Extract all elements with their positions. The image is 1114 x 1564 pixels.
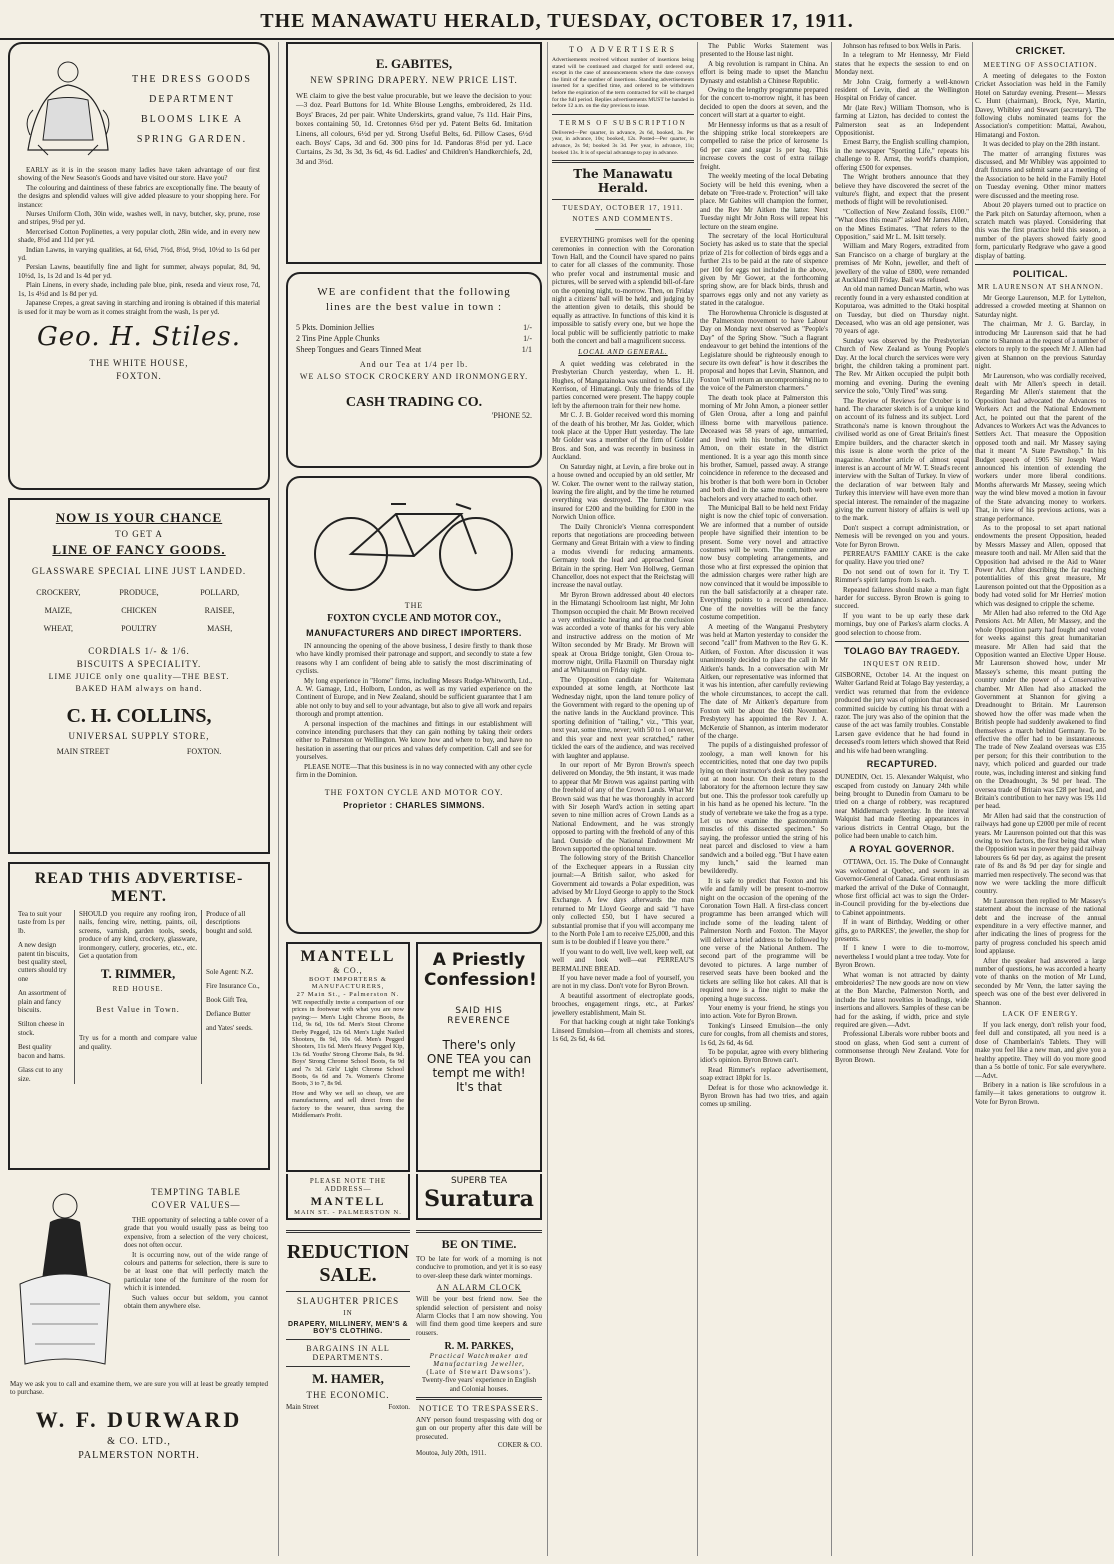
cricket-heading: CRICKET. (1015, 46, 1066, 57)
rimmer-advert (8, 862, 270, 1170)
stiles-heading-line: BLOOMS LIKE A (140, 114, 244, 125)
durward-paragraph: THE opportunity of selecting a table cover of a grade that you would usually pass as being too expensive, from a selection of the very choicest, does not often occur. (124, 1216, 268, 1250)
cash-intro-2: lines are the best value in town : (325, 301, 503, 313)
cycle-paragraph: My long experience in "Home" firms, including Messrs Rudge-Whitworth, Ltd., A. W. Gamage, Ltd., Holborn, London, as well as my varied experience on the Continent of Europe, and in New Zealand, should be sufficient guarantee that I am able not only to buy and sell to your advantage, but also to give all work and repairs thorough and prompt attention. (296, 676, 532, 719)
divider (286, 1291, 410, 1292)
stiles-paragraph: Nurses Uniform Cloth, 30in wide, washes well, in navy, butcher, sky, prune, rose and stripes, 9½d per yd. (18, 210, 260, 227)
parkes-clock: AN ALARM CLOCK (436, 1283, 522, 1293)
local-heading: LOCAL AND GENERAL. (578, 348, 668, 357)
parkes-sub: Manufacturing Jeweller, (433, 1360, 525, 1369)
article-paragraph: Owing to the lengthy programme prepared for the concert to-morrow night, it has been decided to open the doors at seven, and the concert will start at a quarter to eight. (700, 86, 828, 120)
suratura-line: It's that (456, 1080, 502, 1094)
mantell-name: MANTELL (300, 948, 396, 965)
col4-body (700, 42, 828, 1109)
durward-advert (8, 1178, 270, 1524)
article-paragraph: Mr John Craig, formerly a well-known resident of Levin, died at the Wellington Hospital on Friday of cancer. (835, 77, 969, 103)
mantell-note: PLEASE NOTE THE ADDRESS— (309, 1177, 387, 1193)
article-paragraph: Johnson has refused to box Wells in Paris. (843, 42, 961, 50)
article-paragraph: It was decided to play on the 28th instant. (983, 140, 1100, 149)
article-paragraph: In a telegram to Mr Hennessy, Mr Field states that he expects the session to end on Monday next. (835, 51, 969, 77)
collins-glassware: GLASSWARE SPECIAL LINE JUST LANDED. (31, 566, 247, 576)
column-rule (697, 42, 698, 1556)
article-paragraph: Mr Allen had also referred to the Old Age Pensions Act. Mr Allen, Mr Massey, and the whole Opposition party had fought and voted for weeks against this great humanitarian measure. Mr Allen had said that the Opposition wanted an Elective Upper House. Mr Laurenson showed how, under Mr Massey's scheme, this meant putting the country under the power of a Conservative chamber. Mr Allen had also attacked the Government at Shannon for giving a Dreadnought to Britain. Mr Laurenson showed how the offer was made when the British people had suddenly awakened to find themselves a march behind Germany. To be effective the offer had to be instantaneous. The trade of New Zealand overseas was £35 per person; for this their contribution to the navy, which policed and guarded our trade route, was, including interest and sinking fund on the Dreadnought, 3s 9d per head. The oversea trade of Britain was £28 per head, and Britain's contribution to her navy was 19s 11d per head. (975, 608, 1106, 811)
article-paragraph: Professional Liberals wore rubber boots and stood on glass, when God sent a current of commonsense through New Zealand. Vote for Byron Brown. (835, 1030, 969, 1064)
cycle-footer: THE FOXTON CYCLE AND MOTOR COY. (324, 787, 504, 797)
tolago-body: GISBORNE, October 14. At the inquest on Walter Garland Reid at Tolago Bay yesterday, a verdict was returned that from the evidence produced the jury was of opinion that deceased committed suicide by cutting his throat with a razor. The jury was also of the opinion that the cause of the act was family troubles. Constable Larsen gave evidence that he had found in deceased's room letters which showed that Reid and his wife had been wrangling. (835, 671, 969, 755)
parkes-sub: (Late of Stewart Dawsons'). (426, 1368, 532, 1377)
column-rule (831, 42, 832, 1556)
article-paragraph: If you want to be up early these dark mornings, buy one of Parkes's alarm clocks. A good selection to choose from. (835, 611, 969, 637)
rimmer-middle-text: SHOULD you require any roofing iron, nails, fencing wire, netting, paints, oil, screens, varnish, garden tools, seeds, produce of any kind, crockery, glassware, ironmongery, cutlery, groceries, etc., etc. Get a quotation from (79, 910, 197, 961)
column-2 (286, 42, 542, 1556)
article-paragraph: The matter of arranging fixtures was discussed, and Mr Whibley was appointed to draft fixtures and submit same at a meeting of the Association to be held in the Family Hotel on Tuesday evening. Other minor matters were discussed and the meeting rose. (975, 149, 1106, 200)
divider (835, 641, 969, 642)
article-paragraph: On Saturday night, at Levin, a fire broke out in a house owned and occupied by an old settler, Mr W. Coker. The owner went to the railway station, leaving the fire alight, and by the time he returned everything was destroyed. The furniture was insured for £200 and the building for £300 in the Norwich Union office. (552, 462, 694, 522)
article-paragraph: Mr Laurenson, who was cordially received, dealt with Mr Allen's speech in detail. Regarding Mr Allen's statement that the Opposition had advocated the Advances to Workers Act and the National Endowment Act, he pointed out that the parent of the Advances to Workers Act was the Advances to Settlers Act. That measure the Opposition opposed tooth and nail. Mr Massey saying that it meant "A State Pawnshop." In his Budget speech of 1905 Sir Joseph Ward announced his intention of extending the workers under more liberal conditions. Months afterwards Mr Massey, seeing which way the wind blew moved a motion in favour of the State advancing money to workers. That, in view of his previous actions, was a strange performance. (975, 371, 1106, 523)
stiles-heading-line: SPRING GARDEN. (136, 134, 248, 145)
column-5 (835, 42, 969, 1556)
rimmer-house: RED HOUSE. (112, 985, 164, 994)
suratura-line: ONE TEA you can (426, 1052, 532, 1066)
notice-body: ANY person found trespassing with dog or gun on our property after this date will be prosecuted. (416, 1416, 542, 1441)
mantell-body: WE respectfully invite a comparison of our prices in footwear with what you are now paying:— Men's Light Chrome Boots, 8s 11d, 9s 6d, 10s 6d. Men's Stout Chrome Derby Pegged, 12s 6d. Men's Light Nailed Shooters, 8s 9d, 10s 6d. Men's Pegged Shooters, 11s 6d. Men's Heavy Pegged Kip, 13s 6d. Youths' Strong Chrome Bals, 8s 9d. Boys' Strong Chrome School Boots, 6s 9d and 7s 3d. Girls' Light Chrome School Boots, 6s 6d and 7s. Women's Chrome Boots, 3 to 7, 8s 9d. (292, 999, 404, 1088)
suratura-headline: A Priestly (432, 950, 526, 970)
goods-item: PRODUCE, (119, 588, 159, 597)
stiles-paragraph: EARLY as it is in the season many ladies have taken advantage of our first showing of the New Season's Goods and have visited our store. Have you? (18, 166, 260, 183)
goods-item: MASH, (207, 624, 233, 633)
col6-tail (975, 1021, 1106, 1106)
divider (286, 1230, 410, 1233)
price-value: 1/- (523, 334, 532, 343)
mantell-co: & CO., (333, 966, 363, 975)
article-paragraph: The Horowhenua Chronicle is disgusted at the Palmerston movement to have Labour Day on Monday next observed as "People's Day" of the Spring Show. "Such a flagrant endeavour to get behind the intentions of the Legislature should be righteously enough to secure its own defeat" is how it describes the proposal and hopes that Levin, Shannon, and Foxton "will return an uncompromising no to the voice of the Palmerston charmers." (700, 308, 828, 393)
divider (552, 199, 694, 200)
article-paragraph: The Review of Reviews for October is to hand. The character sketch is of a unique kind on account of its fulness and its subject. Lord Strathcona's name is known throughout the civilised world as one of Great Britain's finest Empire builders, and the character sketch in this issue is alone worth the price of the magazine. Another article of almost equal interest is an account of Mr W. T. Stead's recent interview with the Sultan of Turkey. In view of the declaration of war between Italy and Turkey this interview will have even more than special interest. The remainder of the magazine giving the current history of affairs is well up to the mark. (835, 396, 969, 523)
suratura-advert (416, 942, 542, 1172)
collins-name: C. H. COLLINS, (66, 705, 212, 727)
rimmer-right-column (206, 910, 260, 1084)
article-paragraph: Ernest Barry, the English sculling champion, in the newspaper "Sporting Life," repeats his challenge to R. Arnst, the world's champion, offering £500 for expenses. (835, 138, 969, 172)
divider (595, 229, 652, 230)
column-3 (552, 42, 694, 1556)
col2-row-2 (286, 1174, 542, 1220)
article-paragraph: Read Rimmer's replace advertisement, soap extract 18pkt for 1s. (700, 1065, 828, 1083)
article-paragraph: The pupils of a distinguished professor of zoology, a man well known for his eccentricities, noted that one day two pupils lying on their instructor's desk as they passed out at noon hour. On their return to the laboratory for the afternoon lecture they saw but one. This the professor took carefully up in his hand as he opened his lecture. "In the study of vertebrate we take the frog as a type. Let us now examine the gastronomium muscles of this dissected specimen." So saying, the professor untied the string of his neat parcel and disclosed to view a ham sandwich and a boiled egg. "But I have eaten my lunch," said the learned man bewilderedly. (700, 741, 828, 876)
article-paragraph: Mr (late Rev.) William Thomson, who is farming at Lizton, has decided to contest the Palmerston seat as an Independent Oppositionist. (835, 103, 969, 138)
woman-with-cloth-illustration (10, 1184, 120, 1374)
suratura-superb: SUPERB TEA (450, 1176, 508, 1186)
parkes-advert (416, 1226, 542, 1481)
political-body (975, 294, 1106, 1007)
cash-intro: WE are confident that the following (317, 286, 511, 298)
recaptured-heading: RECAPTURED. (866, 759, 938, 770)
notice-sign: COKER & CO. (497, 1441, 542, 1450)
article-paragraph: "Collection of New Zealand fossils, £100." "What does this mean?" asked Mr James Allen, on the Mines Estimates. "That refers to the Opposition," said Mr L. M. Isitt tersely. (835, 207, 969, 241)
article-paragraph: The chairman, Mr J. G. Barclay, in introducing Mr Laurenson said that he had come to Shannon at the request of a number of electors to reply to the speech Mr J. Allen had given at Shannon on the previous Saturday night. (975, 320, 1106, 371)
rimmer-heading: READ THIS ADVERTISE- (34, 870, 244, 887)
cycle-proprietor: Proprietor : CHARLES SIMMONS. (343, 800, 485, 810)
rimmer-middle-column (74, 910, 202, 1084)
stiles-paragraph: Japanese Crepes, a great saving in starching and ironing is obtained if this material is used for it may be worn as it comes straight from the wash, 1s per yd. (18, 299, 260, 316)
divider (552, 114, 694, 115)
article-paragraph: William and Mary Rogers, extradited from San Francisco on a charge of burglary at the premises of Mr Kohn, jeweller, and theft of jewellery of the value of £800, were remanded at Auckland till Friday. Bail was refused. (835, 242, 969, 284)
durward-invitation: May we ask you to call and examine them, we are sure you will at least be greatly tempted to purchase. (10, 1380, 268, 1397)
col3-body (552, 236, 694, 1043)
article-paragraph: What woman is not attracted by dainty embroideries? The new goods are now on view at the Bon Marche, Palmerston North, and include the latest novelties in beadings, wide insertions and allovers. Samples of these can be had for the asking, if width, price and style required are given.—Advt. (835, 970, 969, 1030)
parkes-heading: BE ON TIME. (441, 1237, 517, 1251)
notice-date: Moutoa, July 20th, 1911. (416, 1449, 487, 1458)
article-paragraph: It is safe to predict that Foxton and his wife and family will be present to-morrow night on the occasion of the opening of the Coronation Town Hall. A first-class concert programme has been arranged which will include some of the leading talent of Palmerston North and Foxton. The Mayor will deliver a brief address to be followed by one verse of the National Anthem. The second part of the programme will be devoted to pictures. A large number of reserved seats have been booked and the tickets are selling like hot cakes. All that is required now is a fine night to make the opening a huge success. (700, 876, 828, 1003)
hamer-slaughter: SLAUGHTER PRICES (296, 1296, 400, 1306)
mantell-advert (286, 942, 410, 1172)
article-paragraph: To be popular, agree with every blithering idiot's opinion. Byron Brown can't. (700, 1047, 828, 1065)
gabites-advert (286, 42, 542, 264)
stiles-signature: Geo. H. Stiles. (37, 321, 241, 352)
notes-heading: NOTES AND COMMENTS. (572, 215, 674, 224)
article-paragraph: EVERYTHING promises well for the opening ceremonies in connection with the Coronation Town Hall, and the Council have spared no pains to cater for all classes of the community. Those who prefer vocal and instrumental music and pictures, will be served with a splendid bill-of-fare on the opening night, to-morrow. Then, on Friday night a citizens' ball will be held, and judging by the attention given to details, this should be equally as attractive. In functions of this kind it is impossible to satisfy every one, but we hope the local public will be sufficiently patriotic to make both the concert and ball a magnificent success. (552, 236, 694, 345)
durward-body (124, 1216, 268, 1310)
price-row (296, 345, 532, 354)
stiles-heading-line: THE DRESS GOODS (131, 74, 252, 85)
rimmer-item: Tea to suit your taste from 1s per lb. (18, 910, 65, 935)
rimmer-name: T. RIMMER, (100, 966, 176, 982)
goods-item: RAISEE, (204, 606, 235, 615)
article-paragraph: If you have never made a fool of yourself, you are not in my class. Don't vote for Byron Brown. (552, 974, 694, 991)
article-paragraph: A meeting of the Wanganui Presbytery was held at Marton yesterday to consider the second "call" from Mathven to the Rev G. K. Aitken, of Foxton. After discussion it was unanimously decided to place the call in Mr Aitken's hands. In a conversation with Mr Aitken, our representative was informed that it was his intention, after carefully reviewing the whole circumstances, to accept the call. The date of Mr Aitken's departure from Foxton will be about the 16th November. Presbytery has appointed the Rev J. A. McKenzie of Shannon, as interim moderator of the charge. (700, 622, 828, 740)
article-paragraph: The Public Works Statement was presented to the House last night. (700, 42, 828, 59)
price-value: 1/- (523, 323, 532, 332)
article-paragraph: Tonking's Linseed Emulsion—the only cure for coughs, from all chemists and stores, 1s 6d, 2s 6d, 4s 6d. (700, 1021, 828, 1047)
column-1 (8, 42, 270, 1556)
durward-header (10, 1184, 268, 1374)
rimmer-heading-2: MENT. (111, 888, 167, 905)
article-paragraph: If you lack energy, don't relish your food, feel dull and constipated, all you need is a dose of Chamberlain's Tablets. They will make you feel like a new man, and give you a healthy appetite. They will do you more good than a 5s bottle of tonic. For sale everywhere.—Advt. (975, 1021, 1106, 1080)
goods-item: POULTRY (121, 624, 157, 633)
divider (552, 160, 694, 163)
rimmer-item: Sole Agent: N.Z. Fire Insurance Co., Book Gift Tea, Defiance Butter and Yates' seeds. (206, 968, 260, 1033)
lack-heading: LACK OF ENERGY. (1002, 1010, 1079, 1019)
suratura-said: SAID HIS (455, 1006, 503, 1016)
hamer-the: THE ECONOMIC. (306, 1390, 390, 1400)
article-paragraph: Mr Hennessy informs us that as a result of the shipping strike local storekeepers are compelled to raise the price of kerosene 1s 6d per case and sugar 1s per bag. This increase covers the cost of extra railage freight. (700, 120, 828, 171)
cash-name: CASH TRADING CO. (345, 395, 483, 410)
suratura-line: There's only (442, 1038, 516, 1052)
cricket-body (975, 72, 1106, 260)
mantell-body-2: How and Why we sell so cheap, we are manufacturers, and sell direct from the factory to the wearer, thus saving the Middleman's Profit. (292, 1089, 404, 1120)
article-paragraph: As to the proposal to set apart national endowments the present Opposition, headed by Messrs Massey and Allen, opposed that measure tooth and nail. Mr Allen said that the Opposition had advised re the Aid to Water Power Act. After describing the far reaching potentialities of this great measure, Mr Laurenson pointed out that the Opposition as a body had voted solid for Mr Herries' motion which was designed to cripple the scheme. (975, 523, 1106, 608)
collins-street: MAIN STREET (56, 747, 110, 756)
collins-cordials: CORDIALS 1/- & 1/6. (88, 646, 190, 656)
stiles-body (18, 166, 260, 316)
hamer-in: IN (343, 1309, 353, 1317)
article-paragraph: A meeting of delegates to the Foxton Cricket Association was held in the Family Hotel on Saturday evening. Present— Messrs C. Hunt (chairman), Brock, Nye, Martin, Davey, Whibley and Stewart (secretary). The following clubs nominated teams for the Association's competition: Mattai, Awahou, Himatangi and Foxton. (975, 72, 1106, 139)
notice-heading: NOTICE TO TRESPASSERS. (418, 1404, 540, 1414)
parkes-body-2: Will be your best friend now. See the splendid selection of persistent and noisy Alarm Clocks that I am now showing. You will find them good time keepers and sure rousers. (416, 1295, 542, 1337)
stiles-paragraph: Plain Linens, in every shade, including pale blue, pink, reseda and vieux rose, 7d, 1s, 1s 4½d and 1s 8d per yd. (18, 281, 260, 298)
advertisers-heading: TO ADVERTISERS (569, 45, 677, 54)
cycle-the: THE (404, 601, 424, 610)
hamer-heading: REDUCTION (286, 1241, 410, 1263)
mantell-footer (286, 1174, 410, 1220)
mantell-foot-name: MANTELL (310, 1194, 386, 1208)
collins-subline: TO GET A (115, 529, 163, 539)
cycle-name: FOXTON CYCLE AND MOTOR COY., (327, 613, 501, 624)
royal-heading: A ROYAL GOVERNOR. (849, 844, 955, 855)
woman-in-chair-illustration (18, 50, 118, 160)
divider (975, 264, 1106, 265)
article-paragraph: Mr George Laurenson, M.P. for Lyttelton, addressed a crowded meeting at Shannon on Saturday night. (975, 293, 1106, 319)
subscription-heading: TERMS OF SUBSCRIPTION (559, 118, 687, 127)
article-paragraph: A big revolution is rampant in China. An effort is being made to upset the Manchu Dynasty and establish a Chinese Republic. (700, 59, 828, 85)
article-paragraph: Mr Laurenson then replied to Mr Massey's statement about the increase of the national debt and the increase of the annual expenditure in a very effective manner, and after indicating the lines of progress for the party of progress concluded his speech amid loud applause. (975, 896, 1106, 956)
col2-row-3 (286, 1226, 542, 1481)
mantell-sub: BOOT IMPORTERS & MANUFACTURERS, (309, 976, 387, 990)
hamer-advert (286, 1226, 410, 1481)
cash-stock: WE ALSO STOCK CROCKERY AND IRONMONGERY. (299, 372, 529, 381)
stiles-paragraph: Indian Lawns, in varying qualities, at 6d, 6¾d, 7½d, 8½d, 9½d, 10½d to 1s 6d per yd. (18, 245, 260, 263)
rimmer-item: Best quality bacon and hams. (18, 1043, 65, 1060)
article-paragraph: Mr C. J. B. Golder received word this morning of the death of his brother, Mr Jas. Golder, which took place at the Upper Hutt yesterday. The late Mr Golder was a member of the firm of Golder Bros. and Son, and was recently in business in Auckland. (552, 411, 694, 462)
article-paragraph: The Municipal Ball to be held next Friday night is now the chief topic of conversation. We are informed that a number of outside people have signified their intention to be present. Some very novel and attractive costumes will be worn. The committee are now busy completing arrangements, and those who at first expressed the opinion that the admission charges were rather high are now convinced that it would be impossible to run the ball satisfactorily at a cheaper rate. Everything points to a record attendance. One of the novelties will be the fancy costume competition. (700, 503, 828, 622)
suratura-line: tempt me with! (432, 1066, 526, 1080)
mantell-address: 27 Main St., - Palmerston N. (296, 991, 400, 998)
stiles-header (18, 50, 260, 160)
collins-goods-grid (18, 586, 260, 636)
parkes-name: R. M. PARKES, (444, 1341, 514, 1353)
subscription-body: Delivered—Per quarter, in advance, 2s 6d, booked, 3s. Per year, in advance, 10s; booked, 12s. Posted—Per quarter, in advance, 2s 9d; booked 3s 3d. Per year, in advance, 11s; booked 13s. It is of special advantage to pay in advance. (552, 129, 694, 156)
cash-tea: And our Tea at 1/4 per lb. (359, 360, 469, 369)
price-label: 5 Pkts. Dominion Jellies (296, 323, 375, 332)
durward-heading-2: COVER VALUES— (151, 1200, 241, 1210)
suratura-brand: Suratura (424, 1186, 534, 1212)
political-heading: POLITICAL. (1013, 268, 1068, 279)
cash-trading-advert (286, 272, 542, 468)
article-paragraph: Your enemy is your friend, he stings you into action. Vote for Byron Brown. (700, 1003, 828, 1021)
rimmer-item: A new design patent tin biscuits, best quality steel, cutters should try one (18, 941, 70, 983)
article-paragraph: A quiet wedding was celebrated in the Presbyterian Church yesterday, when L. H. Hughes, of Mangatainoka was united to Miss Lily Kerrison, of Himatangi. Only the friends of the parties concerned were present. The happy couple left by the afternoon train for their new home. (552, 359, 694, 410)
stiles-heading-line: DEPARTMENT (149, 94, 235, 105)
rimmer-try: Try us for a month and compare value and quality. (79, 1034, 197, 1051)
article-paragraph: Mr Byron Brown addressed about 40 electors in the Himatangi Schoolroom last night, Mr John Thompson occupied the chair. Mr Brown received a very enthusiastic hearing and at the conclusion was accorded a vote of thanks for his very able and instructive address on the motion of Mr Wilton seconded by Mr Brady. Mr Brown will speak at Oroua Bridge tonight, Glen Oroua to-morrow night, Orilla Flaxmill on Thursday night and at Whitaunui on Friday night. (552, 590, 694, 675)
cash-phone: 'PHONE 52. (491, 411, 532, 420)
article-paragraph: The following story of the British Chancellor of the Exchequer appears in a Russian city journal:—A British sailor, who asked for Government aid towards a Polar expedition, was advised by Mr Lloyd George to apply to the Stock Exchange. A few days afterwards the man returned to Mr Lloyd George and said "I have only collected £50, but I have secured a substantial promise that if you will accompany me to the North Pole I am to receive £25,000, and this sum is to be doubled if I leave you there." (552, 854, 694, 947)
recaptured-body: DUNEDIN, Oct. 15. Alexander Walquist, who escaped from custody on January 24th while being brought to Dunedin from Oamaru to be tried on a charge of robbery, was recaptured near Middlemarch yesterday. In the interval Walquist had made fleeting appearances in various districts in Central Otago, but the police had been unable to catch him. (835, 773, 969, 840)
article-paragraph: The Wright brothers announce that they believe they have discovered the secret of the vulture's flight, and expect that the present methods of flight will be revolutionised. (835, 173, 969, 207)
article-paragraph: The death took place at Palmerston this morning of Mr John Amon, a pioneer settler of Glen Oroua, after a long and painful illness borne with marvellous patience. Deceased was 58 years of age, unmarried, and lived with his brother, Mr William Amon, on their estate in the district mentioned. It is a year ago this month since his brother, Samuel, passed away. A strange coincidence in reference to the deceased and his brother is that both were born in October and both died in the same month, both were bachelors and very attached to each other. (700, 393, 828, 503)
article-paragraph: Mr Allen had said that the construction of railways had gone up £2000 per mile of recent years. Mr Laurenson pointed out that this was owing to two factors, the first being that when the Opposition was in power they paid railway labourers 6s 6d per day, as against the present rate of 8s and 8s 9d per day for single and married men respectively. The second was that now we were tackling the more difficult country. (975, 811, 1106, 896)
price-label: 2 Tins Pine Apple Chunks (296, 334, 380, 343)
column-rule (972, 42, 973, 1556)
price-row (296, 323, 532, 332)
hamer-address (286, 1403, 410, 1411)
collins-biscuits: BISCUITS A SPECIALITY. (76, 659, 202, 669)
gabites-title: NEW SPRING DRAPERY. NEW PRICE LIST. (310, 75, 518, 85)
paper-title: The Manawatu Herald. (573, 167, 673, 196)
hamer-town: Foxton. (388, 1403, 410, 1411)
col2-row (286, 942, 542, 1172)
cycle-advert (286, 476, 542, 934)
laurenson-heading: MR LAURENSON AT SHANNON. (977, 282, 1104, 291)
goods-item: POLLARD, (200, 588, 240, 597)
article-paragraph: After the speaker had answered a large number of questions, he was accorded a hearty vote of thanks on the motion of Mr Lund, seconded by Mr Venn, the latter saying the speech was one of the best ever delivered in Shannon. (975, 956, 1106, 1007)
article-paragraph: The secretary of the local Horticultural Society has asked us to state that the special prize of 21s for collection of birds eggs and a further 21s to be paid at the rate of sixpence per 100 for eggs not included in the above, given by Mr Gower, at the forthcoming spring show, are for black birds, thrush and sparrows eggs only and not any variety as stated in the catalogue. (700, 231, 828, 308)
article-paragraph: Sunday was observed by the Presbyterian Church of New Zealand as Young People's Day. At the local church the services were very bright, the children taking a prominent part. The Rev. Mr Aitken occupied the pulpit both morning and evening. During the evening service the solo, "Only Tired" was sung. (835, 336, 969, 396)
suratura-headline-2: Confession! (424, 970, 537, 990)
parkes-body: TO be late for work of a morning is not conducive to promotion, and yet it is so easy to over-sleep these dark winter mornings. (416, 1255, 542, 1280)
goods-item: MAIZE, (44, 606, 72, 615)
durward-co: & CO. LTD., (107, 1435, 171, 1447)
article-paragraph: The Opposition candidate for Waitemata expounded at some length, at Northcote last Wednesday night, upon the land tenure policy of the Government with regard to the opening up of the native lands in the Auckland province. This sporting definition of "tailing," viz., "This year, next year, some time, never; with 50 to 1 on never, and this year and next year scratched," rather tickled the ears of the audience, and was received with laughter and applause. (552, 675, 694, 760)
stiles-heading (124, 50, 260, 160)
goods-item: CHICKEN (121, 606, 157, 615)
inquest-heading: INQUEST ON REID. (863, 660, 941, 669)
goods-item: WHEAT, (43, 624, 74, 633)
collins-headline: NOW IS YOUR CHANCE (55, 510, 223, 525)
rimmer-best: Best Value in Town. (96, 1005, 180, 1015)
divider (286, 1339, 410, 1340)
article-paragraph: If in want of Birthday, Wedding or other gifts, go to PARKES', the jeweller, the shop for presents. (835, 918, 969, 943)
col5-body (835, 42, 969, 637)
article-paragraph: Defeat is for those who acknowledge it. Byron Brown has had two tries, and again comes up smiling. (700, 1083, 828, 1109)
collins-lime: LIME JUICE only one quality—THE BEST. (48, 672, 230, 681)
article-paragraph: OTTAWA, Oct. 15. The Duke of Connaught was welcomed at Quebec, and sworn in as Governor-General of Canada. Great enthusiasm marked the arrival of the Duke of Connaught, whose first official act was to sign the Order-in-Council providing for the by-elections due to Cabinet appointments. (835, 858, 969, 917)
collins-town: FOXTON. (186, 747, 222, 756)
stiles-paragraph: The colouring and daintiness of these fabrics are exceptionally fine. The beauty of the designs and splendid values will give added pleasure to your shopping here. For instance: (18, 183, 260, 209)
durward-heading: TEMPTING TABLE (151, 1187, 241, 1197)
stiles-paragraph: Persian Lawns, beautifully fine and light for summer, always popular, 8d, 9d, 10½d, 1s, 1s 2d and 1s 4d per yd. (18, 263, 260, 280)
article-paragraph: The Daily Chronicle's Vienna correspondent reports that negotiations are proceeding between Germany and Great Britain with a view to finding a modus vivendi for reducing armaments. Germany took the lead and approached Great Britain in the spring. Herr Von Hollweg, German Chancellor, does not expect that the Reichstag will increase the naval outlay. (552, 522, 694, 590)
article-paragraph: If you want to do well, live well, keep well, eat well and look well—eat PERREAU'S BERMALINE BREAD. (552, 947, 694, 973)
gabites-name: E. GABITES, (375, 56, 453, 71)
hamer-name: M. HAMER, (312, 1371, 384, 1386)
article-paragraph: A beautiful assortment of electroplate goods, brooches, engagement rings, etc., at Parkes' jewellery establishment, Main St. (552, 991, 694, 1017)
masthead-title: THE MANAWATU HERALD, TUESDAY, OCTOBER 17, 1911. (260, 10, 854, 32)
mantell-foot-address: MAIN ST. - PALMERSTON N. (294, 1209, 402, 1216)
collins-ham: BAKED HAM always on hand. (75, 684, 203, 693)
collins-address (18, 747, 260, 756)
suratura-footer (416, 1174, 542, 1220)
article-paragraph: In our report of Mr Byron Brown's speech delivered on Monday, the 9th instant, it was made to appear that Mr Brown was against parting with the freehold of any of the Crown Lands. What Mr Brown said was that he was thoroughly in accord with Sir Joseph Ward's action in setting apart seven to nine million acres of Crown Lands as a National Endowment, and he was strongly opposed to parting with the freehold of any of this land. Outside of the National Endowment Mr Brown supported the optional tenure. (552, 760, 694, 853)
rimmer-left-column (18, 910, 70, 1084)
divider (416, 1397, 542, 1400)
suratura-reverence: REVERENCE (447, 1016, 511, 1026)
column-rule (278, 42, 279, 1556)
bicycle-illustration (296, 484, 532, 594)
cricket-subheading: MEETING OF ASSOCIATION. (983, 61, 1098, 69)
article-paragraph: Bribery in a nation is like scrofulous in a family—it takes generations to outgrow it. Vote for Byron Brown. (975, 1080, 1106, 1106)
cycle-sub: MANUFACTURERS AND DIRECT IMPORTERS. (306, 628, 522, 638)
parkes-experience: Twenty-five years' experience in English and Colonial houses. (421, 1376, 537, 1393)
article-paragraph: The weekly meeting of the local Debating Society will be held this evening, when a debate on "Free-trade v. Protection" will take place. Mr Gabites will champion the former, and the Rev Mr Aitken the latter. Next Tuesday night Mr John Ross will repeat his lecture on the steam engine. (700, 172, 828, 231)
cycle-paragraph: PLEASE NOTE—That this business is in no way connected with any other cycle firm in the Dominion. (296, 762, 532, 780)
durward-paragraph: It is occurring now, out of the wide range of colours and patterns for selection, there is sure to be at least one that will perfectly match the particular tone of the furniture of the room for which it is intended. (124, 1250, 268, 1293)
article-paragraph: For that hacking cough at night take Tonking's Linseed Emulsion—from all chemists and stores, 1s 6d, 2s 6d, 4s 6d. (552, 1018, 694, 1043)
article-paragraph: An old man named Duncan Martin, who was recently found in a very exhausted condition at Koputaroa, was admitted to the Otaki hospital on Tuesday, but died on Thursday night. Deceased, who was an old age pensioner, was 70 years of age. (835, 285, 969, 336)
paper-date: TUESDAY, OCTOBER 17, 1911. (562, 204, 684, 213)
rimmer-item: Glass cut to any size. (18, 1066, 63, 1083)
cycle-body (296, 642, 532, 780)
column-4 (700, 42, 828, 1556)
hamer-street: Main Street (286, 1403, 319, 1411)
durward-name: W. F. DURWARD (35, 1406, 243, 1432)
cycle-paragraph: IN announcing the opening of the above business, I desire firstly to thank those who have kindly promised their patronage and support, and secondly to state a few reasons why I am confident of being able to satisfy the most discriminating of cyclists. (296, 642, 532, 676)
article-paragraph: Don't suspect a corrupt administration, or Nemesis will be revenged on you and yours. Vote for Byron Brown. (835, 523, 969, 549)
column-rule (547, 42, 548, 1556)
price-label: Sheep Tongues and Gears Tinned Meat (296, 345, 422, 354)
collins-advert (8, 498, 270, 854)
durward-text (124, 1184, 268, 1374)
stiles-advert (8, 42, 270, 490)
collins-headline-2: LINE OF FANCY GOODS. (52, 542, 226, 557)
rimmer-body (18, 910, 260, 1084)
durward-paragraph: Such values occur but seldom, you cannot obtain them anywhere else. (124, 1293, 268, 1311)
article-paragraph: About 20 players turned out to practice on the Park pitch on Saturday afternoon, when a scratch match was played. Considering that this was the first practice held this season, a number of the players showed fairly good form, particularly Redgrave who gave a good display of batting. (975, 201, 1106, 260)
hamer-dept: DRAPERY, MILLINERY, MEN'S & BOY'S CLOTHING. (287, 1321, 409, 1335)
hamer-bargains: BARGAINS IN ALL DEPARTMENTS. (306, 1344, 390, 1362)
divider (416, 1230, 542, 1233)
gabites-body: WE claim to give the best value procurable, but we leave the decision to you:—3 doz. Pearl Buttons for 1d. White Blouse Lengths, embroidered, 2s 11d. Boys' Braces, 2d per pair. White Underskirts, grand value, 7s 11d. Hair Pins, boxes containing 50, 1d. Cretonnes 6½d per yd. Patent Belts 6d. Imitation Linens, all colours, 6½d per yd. Strong Useful Belts, 6d. Pillow Cases, 6½d each. Boys' Caps, 3d and 6d. 300 pins for 1d. Pandoras 8½d per yd. Lace Curtains, 2s 3d, 3s 3d, 3s 6d, 4s 6d. Ladies' and Children's Handkerchiefs, 2d, 3d and 3½d. (296, 91, 532, 166)
column-6 (975, 42, 1106, 1556)
hamer-heading-2: SALE. (319, 1264, 377, 1286)
durward-town: PALMERSTON NORTH. (78, 1449, 200, 1461)
col5-tail (835, 858, 969, 1064)
price-value: 1/1 (521, 345, 532, 354)
masthead (0, 0, 1114, 40)
rimmer-item: Produce of all descriptions bought and sold. (206, 910, 253, 935)
stiles-paragraph: Mercerised Cotton Poplinettes, a very popular cloth, 28in wide, and in every new shade, 8½d and 11d per yd. (18, 227, 260, 245)
cycle-paragraph: A personal inspection of the machines and fittings in our establishment will convince intending purchasers that they can gain nothing by taking their orders either to Palmerston or Wellington. We know how and where to buy, and have no hesitation in asserting that our prices and values defy competition. Call and see for yourselves. (296, 719, 532, 762)
parkes-sub: Practical Watchmaker and (429, 1352, 529, 1361)
goods-item: CROCKERY, (36, 588, 81, 597)
rimmer-item: An assortment of plain and fancy biscuits. (18, 989, 67, 1015)
article-paragraph: Do not send out of town for it. Try T. Rimmer's spirit lamps from 1s each. (835, 567, 969, 585)
price-row (296, 334, 532, 343)
article-paragraph: If I knew I were to die to-morrow, nevertheless I would plant a tree today. Vote for Byron Brown. (835, 944, 969, 970)
rimmer-item: Stilton cheese in stock. (18, 1020, 65, 1037)
divider (286, 1366, 410, 1367)
collins-store: UNIVERSAL SUPPLY STORE, (68, 731, 210, 741)
stiles-town: FOXTON. (116, 370, 162, 381)
tolago-heading: TOLAGO BAY TRAGEDY. (843, 646, 961, 657)
article-paragraph: PERREAU'S FAMILY CAKE is the cake for quality. Have you tried one? (835, 549, 969, 567)
advertisers-body: Advertisements received without number of insertions being stated will be continued and charged for until ordered out, except in the case of announcements where the date conveys the limit of the number of insertions. Standing advertisements inserted for a specified time, and ordered to be withdrawn before the expiration of the term contracted for will be charged for the full period. Replies advertisements MUST be handed in before 12 a.m. on the day previous to issue. (552, 57, 694, 110)
stiles-address: THE WHITE HOUSE, (89, 357, 189, 368)
article-paragraph: Repeated failures should make a man fight harder for success. Byron Brown is going to succeed. (835, 585, 969, 611)
